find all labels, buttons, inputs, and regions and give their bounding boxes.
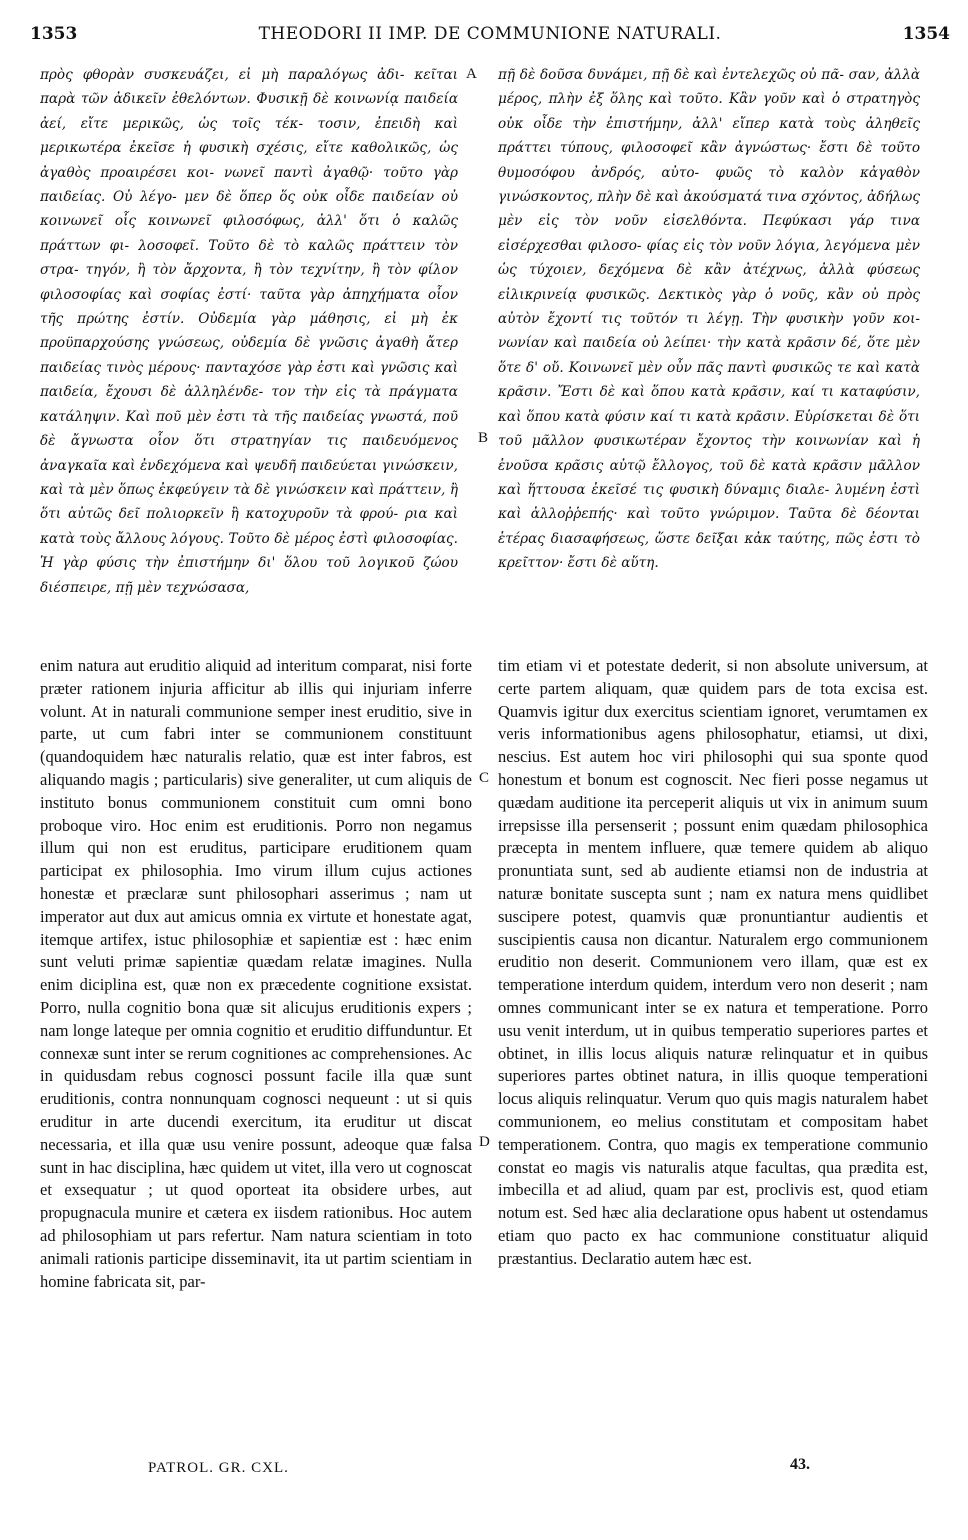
greek-text-right-column: πῇ δὲ δοῦσα δυνάμει, πῇ δὲ καὶ ἐντελεχῶς οὐ πᾶ- σαν, ἀλλὰ μέρος, πλὴν ἐξ ὅλης καὶ τοῦτο. Κἂν γοῦν καὶ ὁ στρατηγὸς οὐκ οἶδε τὴν ἐπιστήμην, ἀλλ' εἴπερ κατὰ τοὺς ἀληθεῖς πράττει τύπους, φιλοσοφεῖ κἂν ἀγνώστως· ἔστι δὲ τοῦτο θυμοσόφου ἀνδρός, αὐτο- φυῶς τὸ καλὸν κἀγαθὸν γινώσκοντος, πλὴν δὲ καὶ ἀκούσματά τινα σχόντος, ἀδήλως μὲν εἰς τὸν νοῦν εἰσελθόντα. Πεφύκασι γάρ τινα εἰσέρχεσθαι φιλοσο- φίας εἰς τὸν νοῦν λόγια, λεγόμενα μὲν ὡς τύχοιεν, δεχόμενα δὲ κἂν ἀτέχνως, ἀλλὰ φύσεως εἰλικρινείᾳ φυσικῶς. Δεκτικὸς γὰρ ὁ νοῦς, κἂν οὐ πρὸς αὐτὸν ἔχοντί τις τοῦτόν τι λέγῃ. Τὴν φυσικὴν γοῦν κοι- νωνίαν καὶ παιδεία οὐ λείπει· τὴν κατὰ κρᾶσιν δέ, ὅτε μὲν ὅτε δ' οὔ. Κοινωνεῖ μὲν οὖν πᾶς παντὶ φυσικῶς τε καὶ κατὰ κρᾶσιν. Ἔστι δὲ καὶ ὅπου κατὰ κρᾶσιν, καί τι καταφύσιν, καὶ ὅπου κατὰ φύσιν καί τι κατὰ κρᾶσιν. Εὑρίσκεται δὲ ὅτι τοῦ μᾶλλον φυσικωτέραν ἔχοντος τὴν κοινωνίαν καὶ ἡ ἑνοῦσα κρᾶσις αὐτῷ ἔλλογος, τοῦ δὲ κατὰ κρᾶσιν μᾶλλον καὶ ἥττουσα ἐκεῖσέ τις φυσικὴ δύναμις διαλε- λυμένη ἐστὶ καὶ ἀλλοῤῥεπής· καὶ τοῦτο γνώριμον. Ταῦτα δὲ δέονται ἑτέρας διασαφήσεως, ὥστε δεῖξαι κἀκ ταύτης, πῶς ἐστι τὸ κρεῖττον· ἔστι δὲ αὕτη. <box>498 67 920 572</box>
margin-marker-b: B <box>478 430 489 446</box>
page-header <box>30 10 950 46</box>
latin-text-left-column: enim natura aut eruditio aliquid ad interitum comparat, nisi forte præter rationem injuria afficitur ab illis qui injuriam inferre volunt. At in naturali communione semper inest eruditio, sive in parte, ut cum fabri inter se communionem constituunt (quandoquidem hæc naturalis relatio, quæ est inter fabros, est aliquando magis ; particularis) sive generaliter, ut cum aliquis de instituto bonus communionem constituit cum omni bono proboque viro. Hoc enim est eruditionis. Porro non negamus illum qui non est eruditus, participare eruditionem quam participat ex philosophia. Imo virum illum cujus actiones honestæ et præclaræ sunt philosophari asserimus ; nam ut imperator aut dux aut amicus omnia ex virtute et honestate agat, itemque artifex, istuc philosophiæ et sapientiæ est : hæc enim sunt veluti primæ sapientiæ quædam relatæ imagines. Nulla enim diciplina est, quæ non ex præcedente cognitione exsistat. Porro, nulla cognitio bona quæ sit alicujus eruditionis expers ; nam longe lateque per omnia cognitio et eruditio diffunduntur. Et connexæ sunt inter se rerum cognitiones ac comprehensiones. Ac in quidusdam rebus cognosci possunt facile illa quæ sunt eruditionis, contra nonnunquam cognosci nequeunt : ut si quis eruditur in arte ducendi exercitum, ita eruditur ut discat necessaria, et illa quæ usu venire possunt, adeoque quæ falsa sunt in hac disciplina, hæc quidem ut vitet, illa vero ut cognoscat et exsequatur ; ut quod oporteat ita obsidere urbes, aut propugnacula munire et cætera ex iisdem rationibus. Hoc autem ad philosophiam ut pars refertur. Nam natura scientiam in toto animali rationis participe disseminavit, ita ut partim scientiam in homine fabricata sit, par- <box>40 656 472 1291</box>
page-number-right: 1354 <box>902 24 950 44</box>
latin-text-right-column: tim etiam vi et potestate dederit, si non absolute universum, at certe partem aliquam, quæ quidem pars de tota excisa est. Quamvis igitur dux exercitus scientiam ignoret, verumtamen ex veris informationibus agens philosophatur, etiamsi, ut dixi, nescius. Est autem hoc viri philosophi qui sua sponte quod honestum et bonum est cognoscit. Nec fieri posse negamus ut quædam auditione ita perceperit aliquis ut vix in animum suum irrepsisse illa persenserit ; possunt enim quædam philosophica præcepta in mentem influere, quæ temere quidem ab aliquo pronuntiata sunt, sed ab audiente etiamsi non de industria at naturæ bonitate suscepta sunt ; nam ex natura mens quidlibet suscipere potest, quamvis quæ pronuntiantur audientis et suscipientis causa non dicantur. Naturalem ergo communionem eruditio non deserit. Communionem vero illam, quæ est ex temperatione interdum quidem, interdum vero non deserit ; nam omnes communicant inter se ex natura et temperatione. Porro usu venit interdum, ut in quibus temperatio superiores partes et obtinet, in illis locus aliquis naturæ relinquatur et in quibus superiores partes obtinet natura, in illis quoque temperationi locus aliquis relinquatur. Verum quo quis magis naturalem habet communionem, eo melius constitutam et compositam habet temperationem. Contra, quo magis ex temperatione communio constat eo magis vis naturalis atque facultas, qua prædita est, imbecilla et ad aliud, quam par est, proclivis est, quod etiam notum est. Sed hæc alia declaratione opus habent ut ostendamus etiam quo pacto ex hac communione constituatur aliquid præstantius. Declaratio autem hæc est. <box>498 656 928 1268</box>
series-footer: PATROL. GR. CXL. <box>148 1460 289 1476</box>
margin-marker-c: C <box>479 770 490 786</box>
greek-text-left-column: πρὸς φθορὰν συσκευάζει, εἰ μὴ παραλόγως ἀδι- κεῖται παρὰ τῶν ἀδικεῖν ἐθελόντων. Φυσικῇ δὲ κοινωνίᾳ παιδεία ἀεί, εἴτε μερικῶς, ὡς τοῖς τέκ- τοσιν, ἐπειδὴ καὶ μερικωτέρα ἐκεῖσε ἡ φυσικὴ σχέσις, εἴτε καθολικῶς, ὡς ἀγαθὸς προαιρέσει κοι- νωνεῖ παντὶ ἀγαθῷ· τοῦτο γὰρ παιδείας. Οὐ λέγο- μεν δὲ ὅπερ ὅς οὐκ οἶδε παιδείαν οὐ κοινωνεῖ οἷς κοινωνεῖ φιλοσόφως, ἀλλ' ὅτι ὁ καλῶς πράττων φι- λοσοφεῖ. Τοῦτο δὲ τὸ καλῶς πράττειν τὸν στρα- τηγόν, ἢ τὸν ἄρχοντα, ἢ τὸν τεχνίτην, ἢ τὸν φίλον φιλοσοφίας καὶ σοφίας ἐστί· ταῦτα γὰρ ἀπηχήματα οἷον τῆς πρώτης ἐστίν. Οὐδεμία γὰρ μάθησις, εἰ μὴ ἐκ προϋπαρχούσης γνώσεως, οὐδεμία δὲ γνῶσις ἀγαθὴ ἄτερ παιδείας τινὸς μέρους· πανταχόσε γὰρ ἐστι καὶ γνῶσις καὶ παιδεία, ἔχουσι δὲ ἀλληλένδε- τον τὴν εἰς τὰ πράγματα κατάληψιν. Καὶ ποῦ μὲν ἐστι τὰ τῆς παιδείας γνωστά, ποῦ δὲ ἄγνωστα οἷον ὅτι στρατηγίαν τις παιδευόμενος ἀναγκαῖα καὶ ἐνδεχόμενα καὶ ψευδῆ παιδεύεται γινώσκειν, καὶ τὰ μὲν ὅπως ἐκφεύγειν τὰ δὲ γινώσκειν καὶ πράττειν, ἢ ὅτι αὐτῶς δεῖ πολιορκεῖν ἢ κατοχυροῦν τὰ φρού- ρια καὶ κατὰ τοὺς ἄλλους λόγους. Τοῦτο δὲ μέρος ἐστὶ φιλοσοφίας. Ἡ γὰρ φύσις τὴν ἐπιστήμην δι' ὅλου τοῦ λογικοῦ ζώου διέσπειρε, πῇ μὲν τεχνώσασα, <box>40 67 458 596</box>
margin-marker-a: A <box>466 66 477 82</box>
page-number-left: 1353 <box>30 24 78 44</box>
margin-marker-d: D <box>479 1134 490 1150</box>
signature-mark: 43. <box>790 1456 810 1473</box>
running-title: THEODORI II IMP. DE COMMUNIONE NATURALI. <box>258 24 722 44</box>
